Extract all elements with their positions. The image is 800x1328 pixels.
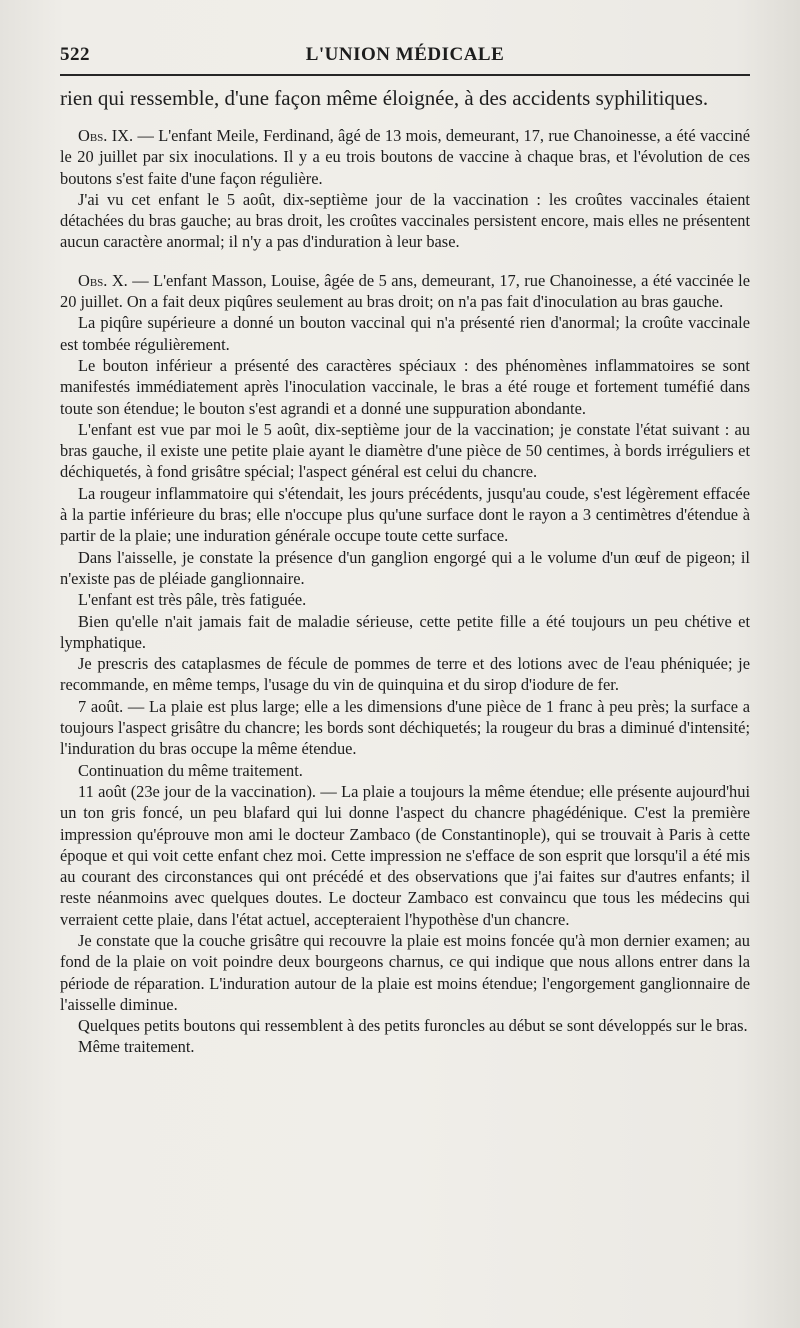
paragraph: La piqûre supérieure a donné un bouton vaccinal qui n'a présenté rien d'anormal; la croûte vaccinale est tombée régulièrement. bbox=[60, 313, 750, 354]
observation-label: Obs. X. bbox=[78, 270, 128, 290]
paragraph: Je constate que la couche grisâtre qui recouvre la plaie est moins foncée qu'à mon dernier examen; au fond de la plaie on voit poindre deux bourgeons charnus, ce qui indique que nous allons entrer dans la période de réparation. L'induration autour de la plaie est moins étendue; l'engorgement ganglionnaire de l'aisselle diminue. bbox=[60, 930, 750, 1014]
article-body bbox=[60, 86, 750, 1058]
paragraph-text: — L'enfant Meile, Ferdinand, âgé de 13 mois, demeurant, 17, rue Chanoinesse, a été vacciné le 20 juillet par six inoculations. Il y a eu trois boutons de vaccine à chaque bras, et l'évolution de ces boutons s'est faite d'une façon régulière. bbox=[60, 126, 750, 188]
paragraph: Bien qu'elle n'ait jamais fait de maladie sérieuse, cette petite fille a été toujours un peu chétive et lymphatique. bbox=[60, 611, 750, 652]
paragraph: La rougeur inflammatoire qui s'étendait, les jours précédents, jusqu'au coude, s'est légèrement effacée à la partie inférieure du bras; elle n'occupe plus qu'une surface dont le rayon a 3 centimètres d'étendue à partir de la plaie; une induration générale occupe toute cette surface. bbox=[60, 483, 750, 546]
header-rule bbox=[60, 74, 750, 76]
section-gap bbox=[60, 253, 750, 270]
paragraph: Le bouton inférieur a présenté des caractères spéciaux : des phénomènes inflammatoires se sont manifestés immédiatement après l'inoculation vaccinale, le bras a été rouge et fortement tuméfié dans toute son étendue; le bouton s'est agrandi et a donné une suppuration abondante. bbox=[60, 355, 750, 418]
observation-9 bbox=[60, 125, 750, 189]
journal-title: L'UNION MÉDICALE bbox=[305, 44, 505, 65]
page-number: 522 bbox=[60, 44, 90, 65]
paragraph: Je prescris des cataplasmes de fécule de pommes de terre et des lotions avec de l'eau phéniquée; je recommande, en même temps, l'usage du vin de quinquina et du sirop d'iodure de fer. bbox=[60, 654, 750, 695]
paragraph-text: — L'enfant Masson, Louise, âgée de 5 ans, demeurant, 17, rue Chanoinesse, a été vaccinée le 20 juillet. On a fait deux piqûres seulement au bras droit; on n'a pas fait d'inoculation au bras gauche. bbox=[60, 270, 750, 312]
paragraph: Continuation du même traitement. bbox=[78, 760, 303, 780]
paragraph: Même traitement. bbox=[78, 1037, 195, 1057]
observation-label: Obs. IX. bbox=[78, 126, 134, 145]
paragraph: rien qui ressemble, d'une façon même éloignée, à des accidents syphilitiques. bbox=[60, 86, 709, 110]
paragraph: J'ai vu cet enfant le 5 août, dix-septième jour de la vaccination : les croûtes vaccinales étaient détachées du bras gauche; au bras droit, les croûtes vaccinales persistent encore, mais elles ne présentent aucun caractère anormal; il n'y a pas d'induration à leur base. bbox=[60, 189, 750, 252]
paragraph: Quelques petits boutons qui ressemblent à des petits furoncles au début se sont développés sur le bras. bbox=[78, 1016, 748, 1036]
paragraph: 11 août (23e jour de la vaccination). — La plaie a toujours la même étendue; elle présente aujourd'hui un ton gris foncé, un peu blafard qui lui donne l'aspect du chancre phagédénique. C'est la première impression qu'éprouve mon ami le docteur Zambaco (de Constantinople), qui se trouvait à Paris à cette époque et qui voit cette enfant chez moi. Cette impression ne s'efface de son esprit que lorsqu'il a été mis au courant des circonstances qui ont précédé et des observations que j'ai faites sur d'autres enfants; il reste néanmoins avec quelques doutes. Le docteur Zambaco est convaincu que tous les médecins qui verraient cette plaie, dans l'état actuel, accepteraient l'hypothèse d'un chancre. bbox=[60, 781, 750, 929]
running-header bbox=[60, 38, 750, 72]
paragraph: 7 août. — La plaie est plus large; elle a les dimensions d'une pièce de 1 franc à peu près; la surface a toujours l'aspect grisâtre du chancre; les bords sont déchiquetés; la rougeur du bras a diminué d'intensité; l'induration du bras occupe la même étendue. bbox=[60, 696, 750, 759]
observation-10 bbox=[60, 270, 750, 313]
paragraph: L'enfant est vue par moi le 5 août, dix-septième jour de la vaccination; je constate l'état suivant : au bras gauche, il existe une petite plaie ayant le diamètre d'une pièce de 50 centimes, à bords irréguliers et déchiquetés, à fond grisâtre spécial; l'aspect général est celui du chancre. bbox=[60, 419, 750, 482]
paragraph: Dans l'aisselle, je constate la présence d'un ganglion engorgé qui a le volume d'un œuf de pigeon; il n'existe pas de pléiade ganglionnaire. bbox=[60, 547, 750, 588]
paragraph: L'enfant est très pâle, très fatiguée. bbox=[78, 590, 307, 610]
